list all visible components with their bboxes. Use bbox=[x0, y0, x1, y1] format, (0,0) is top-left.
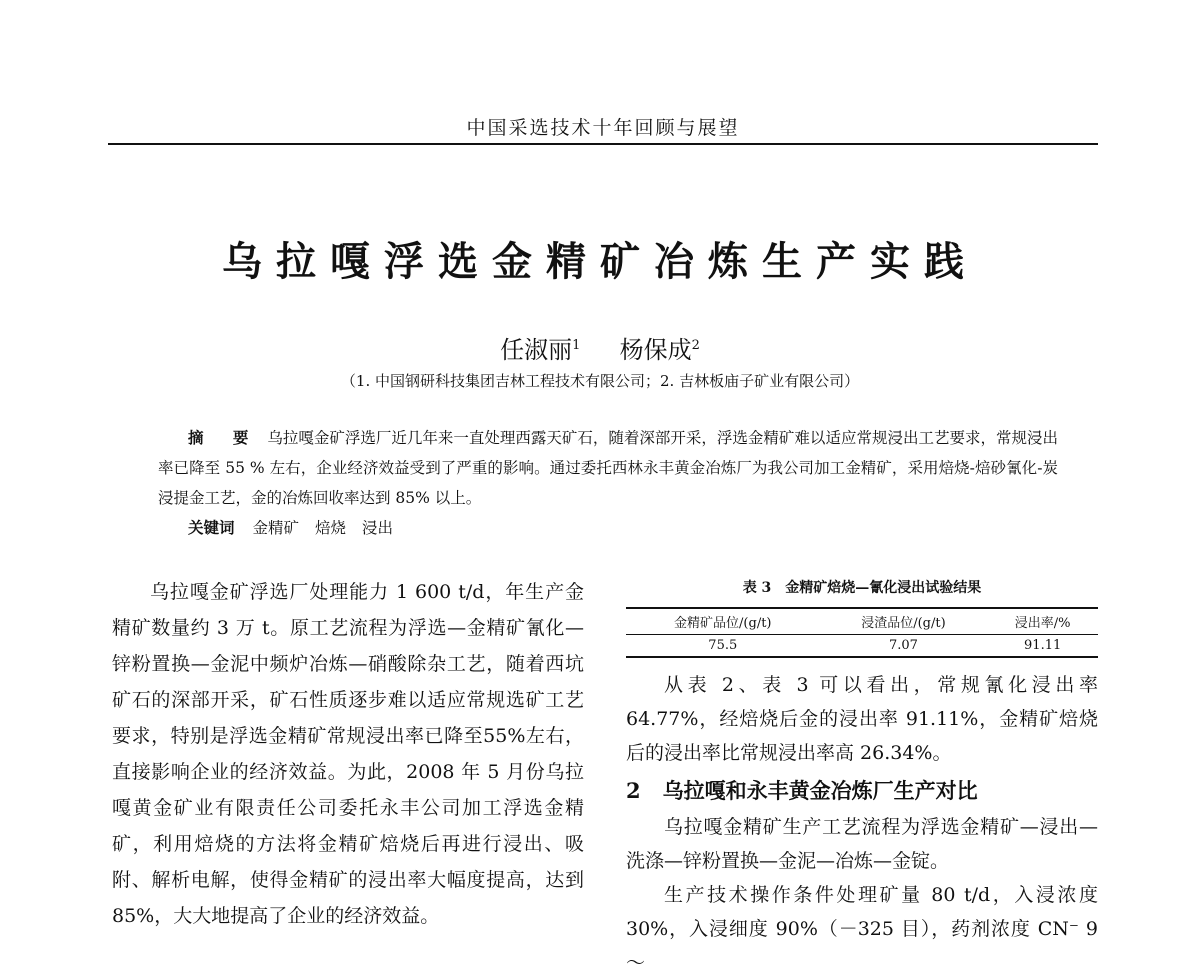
table-header-row bbox=[626, 608, 1098, 635]
body-paragraph: 生产技术操作条件处理矿量 80 t/d，入浸浓度 30%，入浸细度 90%（－325 目），药剂浓度 CN⁻ 9～ bbox=[626, 884, 1098, 974]
results-table bbox=[626, 607, 1098, 658]
authors bbox=[0, 330, 1200, 365]
table-header-cell: 浸出率/% bbox=[987, 608, 1098, 635]
table-cell: 7.07 bbox=[820, 635, 988, 658]
body-paragraph: 从表 2、表 3 可以看出，常规氰化浸出率 64.77%，经焙烧后金的浸出率 91.11%，金精矿焙烧后的浸出率比常规浸出率高 26.34%。 bbox=[626, 674, 1098, 764]
table-header-cell: 金精矿品位/(g/t) bbox=[626, 608, 820, 635]
body-paragraph: 乌拉嘎金精矿生产工艺流程为浮选金精矿—浸出—洗涤—锌粉置换—金泥—冶炼—金锭。 bbox=[626, 816, 1098, 872]
section-heading bbox=[626, 774, 1098, 808]
keyword: 金精矿 bbox=[252, 519, 300, 537]
table-cell: 91.11 bbox=[987, 635, 1098, 658]
body-paragraph: 乌拉嘎金矿浮选厂处理能力 1 600 t/d，年生产金精矿数量约 3 万 t。原工艺流程为浮选—金精矿氰化—锌粉置换—金泥中频炉冶炼—硝酸除杂工艺，随着西坑矿石的深部开采，矿石性质逐步难以适应常规选矿工艺要求，特别是浮选金精矿常规浸出率已降至55%左右，直接影响企业的经济效益。为此，2008 年 5 月份乌拉嘎黄金矿业有限责任公司委托永丰公司加工浮选金精矿，利用焙烧的方法将金精矿焙烧后再进行浸出、吸附、解析电解，使得金精矿的浸出率大幅度提高，达到 85%，大大地提高了企业的经济效益。 bbox=[112, 581, 584, 927]
table-header-cell: 浸渣品位/(g/t) bbox=[820, 608, 988, 635]
abstract-text: 乌拉嘎金矿浮选厂近几年来一直处理西露天矿石，随着深部开采，浮选金精矿难以适应常规浸出工艺要求，常规浸出率已降至 55 % 左右，企业经济效益受到了严重的影响。通过委托西林永丰黄金冶炼厂为我公司加工金精矿，采用焙烧-焙砂氰化-炭浸提金工艺，金的冶炼回收率达到 85% 以上。 bbox=[158, 429, 1058, 507]
affiliations: （1. 中国钢研科技集团吉林工程技术有限公司；2. 吉林板庙子矿业有限公司） bbox=[340, 372, 860, 390]
keywords bbox=[158, 513, 1058, 543]
header-rule bbox=[108, 143, 1098, 145]
author-name: 任淑丽 bbox=[500, 336, 573, 364]
keywords-label: 关键词 bbox=[188, 518, 235, 537]
author-name: 杨保成 bbox=[619, 336, 692, 364]
right-column bbox=[626, 577, 1098, 980]
author-affil-mark: 2 bbox=[691, 338, 700, 353]
table-row bbox=[626, 635, 1098, 658]
left-column bbox=[112, 574, 584, 934]
section-title: 乌拉嘎和永丰黄金冶炼厂生产对比 bbox=[662, 778, 978, 803]
running-head: 中国采选技术十年回顾与展望 bbox=[466, 117, 740, 139]
keyword: 焙烧 bbox=[315, 519, 347, 537]
keyword: 浸出 bbox=[362, 519, 394, 537]
table-caption: 表 3 金精矿焙烧—氰化浸出试验结果 bbox=[742, 580, 982, 596]
abstract-paragraph bbox=[158, 423, 1058, 513]
paper-title: 乌拉嘎浮选金精矿冶炼生产实践 bbox=[222, 238, 978, 285]
abstract-label: 摘 要 bbox=[188, 428, 261, 447]
section-number: 2 bbox=[626, 778, 641, 803]
author-affil-mark: 1 bbox=[572, 338, 581, 353]
table-cell: 75.5 bbox=[626, 635, 820, 658]
abstract bbox=[158, 423, 1058, 543]
